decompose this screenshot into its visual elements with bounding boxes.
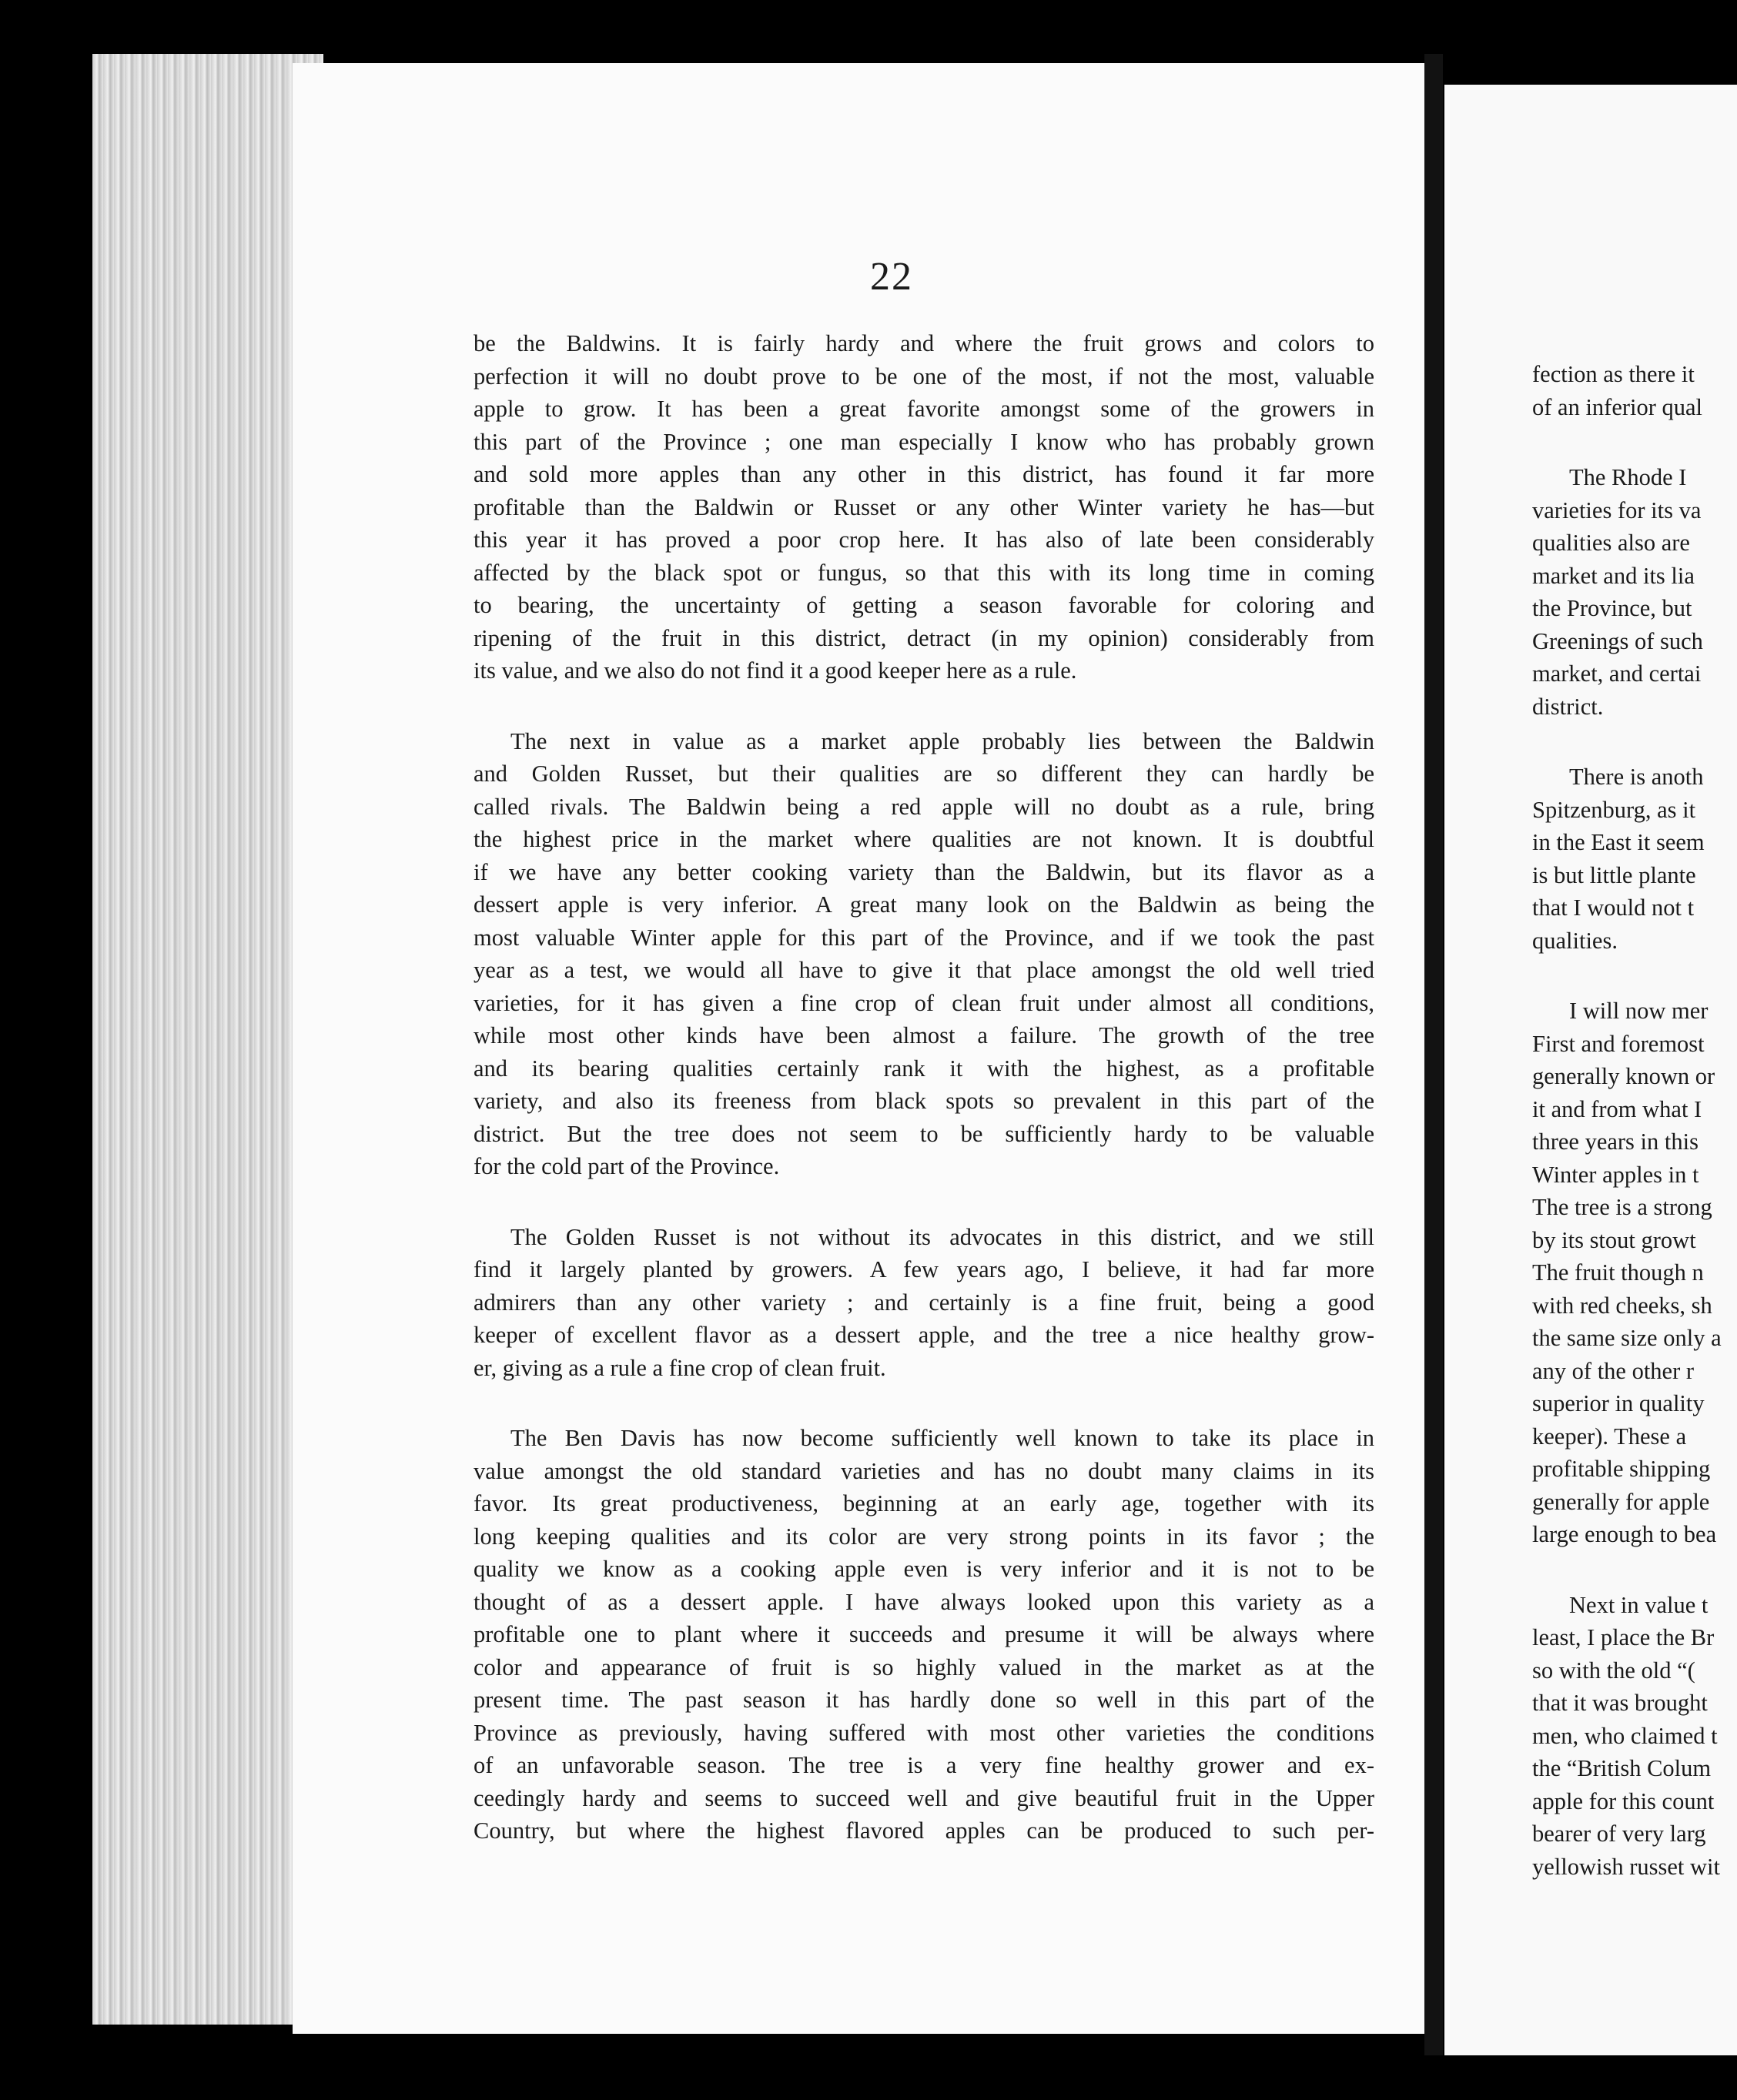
paragraph-baldwins — [474, 327, 1374, 687]
text-line: profitable shipping — [1532, 1456, 1711, 1482]
book-gutter — [1424, 54, 1443, 2055]
text-line: market and its lia — [1532, 562, 1695, 589]
text-line — [474, 1221, 1374, 1254]
text-line-content: The Golden Russet is not without its advocates in this district, and we still — [510, 1223, 1374, 1250]
text-line: er, giving as a rule a fine crop of clean fruit. — [474, 1354, 886, 1381]
text-line: bearer of very larg — [1532, 1821, 1706, 1847]
text-line: Next in value t — [1569, 1591, 1709, 1618]
text-line: for the cold part of the Province. — [474, 1153, 780, 1179]
text-line: market, and certai — [1532, 660, 1702, 687]
text-line: men, who claimed t — [1532, 1722, 1718, 1749]
text-line: profitable one to plant where it succeeds and presume it will be always where — [474, 1621, 1374, 1647]
text-line: present time. The past season it has hardly done so well in this part of the — [474, 1687, 1374, 1713]
text-line: three years in this — [1532, 1129, 1699, 1155]
text-line: Spitzenburg, as it — [1532, 796, 1696, 823]
text-line: Greenings of such — [1532, 627, 1703, 654]
text-line: district. But the tree does not seem to be sufficiently hardy to be valuable — [474, 1120, 1374, 1147]
text-line: variety, and also its freeness from black spots so prevalent in this part of the — [474, 1088, 1374, 1114]
page-edges — [92, 54, 323, 2025]
text-line: most valuable Winter apple for this part of the Province, and if we took the past — [474, 924, 1374, 951]
text-line: ripening of the fruit in this district, detract (in my opinion) considerably from — [474, 624, 1374, 651]
text-line: varieties, for it has given a fine crop of clean fruit under almost all conditions, — [474, 989, 1374, 1016]
text-line: I will now mer — [1569, 998, 1709, 1024]
text-line: dessert apple is very inferior. A great many look on the Baldwin as being the — [474, 891, 1374, 918]
text-line: of an inferior qual — [1532, 393, 1703, 420]
text-line: the “British Colum — [1532, 1755, 1712, 1781]
text-line: of an unfavorable season. The tree is a very fine healthy grower and ex- — [474, 1752, 1374, 1778]
paragraph-baldwin-vs-russet — [474, 725, 1374, 1183]
text-line: generally known or — [1532, 1063, 1715, 1089]
text-line: qualities also are — [1532, 530, 1690, 556]
text-line: find it largely planted by growers. A few years ago, I believe, it had far more — [474, 1256, 1374, 1282]
paragraph-gap — [1532, 957, 1737, 995]
text-line: Winter apples in t — [1532, 1161, 1699, 1188]
text-line: profitable than the Baldwin or Russet or any other Winter variety he has—but — [474, 493, 1374, 520]
text-line: generally for apple — [1532, 1488, 1710, 1515]
text-line: that I would not t — [1532, 895, 1695, 921]
text-line: if we have any better cooking variety than the Baldwin, but its flavor as a — [474, 858, 1374, 885]
text-line: The tree is a strong — [1532, 1194, 1712, 1220]
paragraph-ben-davis — [474, 1422, 1374, 1848]
text-line: thought of as a dessert apple. I have always looked upon this variety as a — [474, 1588, 1374, 1615]
text-line: large enough to bea — [1532, 1521, 1717, 1547]
text-line: with red cheeks, sh — [1532, 1292, 1712, 1319]
text-line: varieties for its va — [1532, 497, 1702, 523]
left-text-column — [474, 327, 1374, 1885]
text-line: and Golden Russet, but their qualities are so different they can hardly be — [474, 761, 1374, 787]
text-line-content: The Ben Davis has now become sufficiently well known to take its place in — [510, 1425, 1374, 1451]
text-line: favor. Its great productiveness, beginning at an early age, together with its — [474, 1490, 1374, 1516]
text-line: year as a test, we would all have to give it that place amongst the old well tried — [474, 957, 1374, 983]
text-line: by its stout growt — [1532, 1226, 1696, 1253]
text-line: ceedingly hardy and seems to succeed well and give beautiful fruit in the Upper — [474, 1784, 1374, 1811]
text-line: called rivals. The Baldwin being a red apple will no doubt as a rule, bring — [474, 793, 1374, 820]
text-line: district. — [1532, 693, 1604, 720]
text-line: in the East it seem — [1532, 829, 1705, 855]
text-line: quality we know as a cooking apple even is very inferior and it is not to be — [474, 1556, 1374, 1582]
paragraph-gap — [1532, 1551, 1737, 1589]
text-line: perfection it will no doubt prove to be one of the most, if not the most, valuable — [474, 363, 1374, 390]
text-line: keeper of excellent flavor as a dessert apple, and the tree a nice healthy grow- — [474, 1322, 1374, 1348]
text-line: it and from what I — [1532, 1095, 1702, 1122]
text-line: the Province, but — [1532, 595, 1692, 621]
text-line: color and appearance of fruit is so highly valued in the market as at the — [474, 1654, 1374, 1680]
text-line: and its bearing qualities certainly rank it with the highest, as a profitable — [474, 1055, 1374, 1082]
text-line-content: The next in value as a market apple probably lies between the Baldwin — [510, 727, 1374, 754]
text-line — [474, 725, 1374, 758]
text-line: apple to grow. It has been a great favorite amongst some of the growers in — [474, 396, 1374, 422]
text-line: The Rhode I — [1569, 464, 1687, 490]
text-line: long keeping qualities and its color are very strong points in its favor ; the — [474, 1523, 1374, 1550]
text-line: and sold more apples than any other in this district, has found it far more — [474, 461, 1374, 487]
text-line: There is anoth — [1569, 764, 1704, 790]
text-line: so with the old “( — [1532, 1657, 1695, 1684]
paragraph-gap — [1532, 723, 1737, 761]
text-line: superior in quality — [1532, 1390, 1705, 1416]
page-number: 22 — [870, 255, 913, 299]
text-line: First and foremost — [1532, 1030, 1705, 1057]
text-line: Province as previously, having suffered with most other varieties the conditions — [474, 1719, 1374, 1746]
text-line: fection as there it — [1532, 361, 1695, 387]
text-line: The fruit though n — [1532, 1259, 1704, 1286]
text-line: the highest price in the market where qualities are not known. It is doubtful — [474, 826, 1374, 852]
text-line: least, I place the Br — [1532, 1624, 1715, 1650]
text-line: this year it has proved a poor crop here. It has also of late been considerably — [474, 527, 1374, 553]
right-text-column — [1532, 358, 1737, 1883]
text-line — [474, 1422, 1374, 1455]
paragraph-gap — [1532, 423, 1737, 461]
text-line: admirers than any other variety ; and certainly is a fine fruit, being a good — [474, 1289, 1374, 1316]
text-line: while most other kinds have been almost a failure. The growth of the tree — [474, 1022, 1374, 1048]
text-line: qualities. — [1532, 927, 1618, 954]
text-line: the same size only a — [1532, 1325, 1722, 1351]
text-line: be the Baldwins. It is fairly hardy and where the fruit grows and colors to — [474, 330, 1374, 356]
text-line: its value, and we also do not find it a good keeper here as a rule. — [474, 657, 1077, 684]
paragraph-golden-russet — [474, 1221, 1374, 1385]
text-line: value amongst the old standard varieties and has no doubt many claims in its — [474, 1457, 1374, 1484]
text-line: affected by the black spot or fungus, so that this with its long time in coming — [474, 559, 1374, 586]
text-line: that it was brought — [1532, 1690, 1708, 1716]
text-line: apple for this count — [1532, 1787, 1715, 1814]
text-line: is but little plante — [1532, 861, 1696, 888]
text-line: to bearing, the uncertainty of getting a season favorable for coloring and — [474, 592, 1374, 618]
text-line: Country, but where the highest flavored apples can be produced to such per- — [474, 1817, 1374, 1844]
text-line: any of the other r — [1532, 1357, 1695, 1384]
text-line: yellowish russet wit — [1532, 1853, 1720, 1880]
text-line: this part of the Province ; one man especially I know who has probably grown — [474, 428, 1374, 455]
text-line: keeper). These a — [1532, 1423, 1687, 1450]
